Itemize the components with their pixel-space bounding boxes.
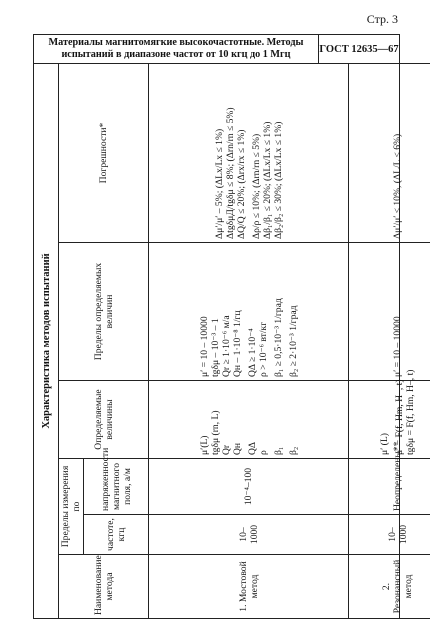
quantity-item: ρ — [257, 450, 269, 455]
quantity-item: Qr — [220, 444, 232, 455]
methods-table — [34, 63, 430, 619]
det-limit-item: Qr ≥ 1·10⁻⁶ м/а — [220, 315, 232, 377]
col-limits-header: Пределы измерения по — [59, 459, 84, 555]
table-row — [149, 63, 349, 618]
quantity-item: QΔ — [246, 441, 258, 455]
quantity-item: β₁ — [272, 446, 284, 455]
table-row — [349, 63, 430, 618]
quantity-item: tgδμ (rn, L) — [209, 410, 221, 455]
det-limit-item: μ′ = 10 – 10000 — [198, 316, 210, 377]
quantities-cell — [149, 381, 349, 459]
error-item: Δβ₁/β₁ ≤ 20%; (ΔLx/Lx ≤ 1%) — [261, 121, 273, 239]
document-title — [34, 35, 319, 63]
col-method-header: Наименование метода — [59, 555, 149, 619]
rotated-table-container — [34, 64, 416, 619]
errors-cell — [349, 63, 430, 242]
quantity-item: β₂ — [287, 446, 299, 455]
field-range: 10⁻⁴–100 — [149, 459, 349, 515]
quantity-item: μ′ (L) — [379, 433, 390, 455]
col-det-limits-header: Пределы определяемых величин — [59, 243, 149, 381]
error-item: ΔQ/Q ≤ 20%; (Δrx/rx ≤ 1%) — [235, 129, 247, 239]
gost-number: ГОСТ 12635—67 — [319, 43, 399, 55]
det-limit-item: QΔ ≥ 1·10⁻⁴ — [246, 328, 258, 377]
col-errors-header: Погрешности* — [59, 63, 149, 242]
freq-range: 10–1000 — [149, 515, 349, 555]
error-item: Δμ′/μ′ ≤ 10%, (ΔL/L ≤ 6%) — [392, 133, 403, 239]
det-limit-item: tgδμ – 10⁻³ – 1 — [209, 318, 221, 377]
det-limit-item: β₁ ≥ 0,5·10⁻³ 1/град — [272, 298, 284, 377]
det-limit-item: β₂ ≥ 2·10⁻³ 1/град — [287, 305, 299, 377]
quantity-item: μ′(L) — [198, 435, 210, 455]
det-limit-item: ρ > 10⁻⁶ вт/кг — [257, 321, 269, 377]
error-item: Δβ₂/β₂ ≤ 30%; (ΔLx/Lx ≤ 1%) — [272, 121, 284, 239]
table-caption: Характеристика методов испытаний — [34, 63, 59, 618]
table-frame — [33, 64, 416, 619]
error-item: Δρ/ρ ≤ 10%; (Δrn/rn ≤ 5%) — [250, 133, 262, 239]
col-freq-header: частоте, кгц — [84, 515, 149, 555]
col-quantity-header: Определяемые величины — [59, 381, 149, 459]
det-limit-item: μ′ = 10 – 10000 — [392, 316, 403, 377]
det-limits-cell — [149, 243, 349, 381]
quantity-item: tgδμ = F(f, Hm, H–, t) — [405, 369, 416, 455]
quantities-cell — [349, 369, 430, 459]
field-range: Неопределены** — [349, 459, 430, 515]
error-item: ΔtgδμД/tgδμ ≤ 8%; (Δrn/rn ≤ 5%) — [224, 107, 236, 239]
det-limits-cell — [349, 243, 430, 381]
title-line-2: испытаний в диапазоне частот от 10 кгц до 1 Мгц — [61, 49, 291, 60]
quantity-item: μ′ = F(f, Hm, H–, t) — [394, 379, 405, 455]
quantity-item: Qн — [231, 442, 243, 455]
document-header — [33, 34, 400, 64]
det-limit-item: Qн – 1·10⁻⁸ 1/гц — [231, 310, 243, 377]
col-field-header: напряженности магнитного поля, а/м — [84, 459, 149, 515]
page-number: Стр. 3 — [366, 12, 398, 26]
title-line-1: Материалы магнитомягкие высокочастотные. Методы — [48, 37, 304, 48]
error-item: Δμ′/μ′ – 5%; (ΔLx/Lx ≤ 1%) — [213, 128, 225, 239]
errors-cell — [149, 63, 349, 242]
freq-range: 10–1000 — [349, 515, 430, 555]
method-name: 1. Мостовой метод — [149, 555, 349, 619]
method-name: 2. Резонансный метод — [349, 555, 430, 619]
